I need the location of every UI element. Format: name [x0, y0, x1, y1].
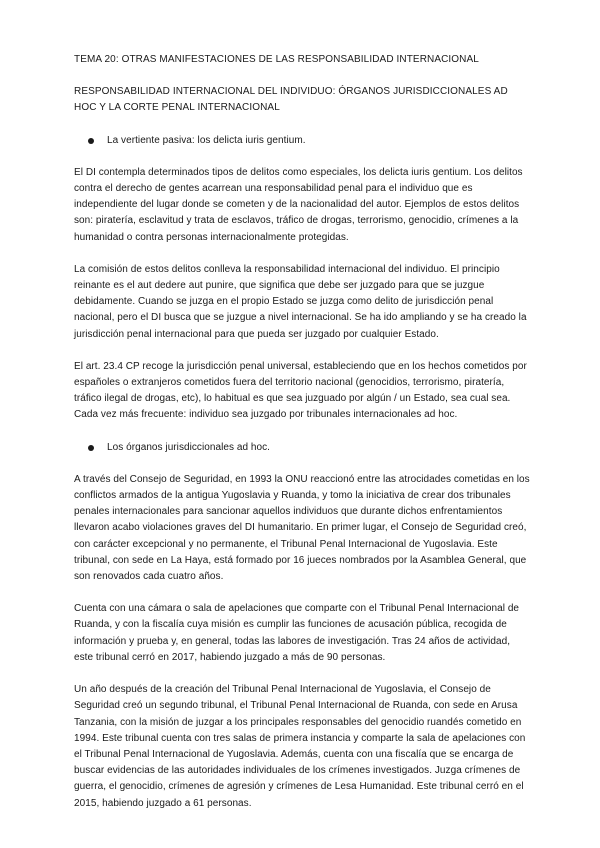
document-subtitle: RESPONSABILIDAD INTERNACIONAL DEL INDIVIDUO: ÓRGANOS JURISDICCIONALES AD HOC Y LA CORTE PENAL INTERNACIONAL: [74, 86, 508, 114]
paragraph: Un año después de la creación del Tribunal Penal Internacional de Yugoslavia, el Consejo de Seguridad creó un segundo tribunal, el Tribunal Penal Internacional de Ruanda, con sede en Arusa Tanzania, con la misión de juzgar a los principales responsables del genocidio ruandés cometido en 1994. Este tribunal cuenta con tres salas de primera instancia y comparte la sala de apelaciones con el Tribunal Penal Internacional de Yugoslavia. Además, cuenta con una fiscalía que se encarga de buscar evidencias de las autoridades individuales de los crímenes investigados. Juzga crímenes de guerra, el genocidio, crímenes de agresión y crímenes de Lesa Humanidad. Este tribunal cerró en el 2015, habiendo juzgado a 61 personas.: [74, 684, 526, 809]
paragraph: La comisión de estos delitos conlleva la responsabilidad internacional del individuo. El principio reinante es el aut dedere aut punire, que significa que debe ser juzgado para que se juzgue debidamente. Cuando se juzga en el propio Estado se juzga como delito de jurisdicción penal nacional, pero el DI busca que se juzgue a nivel internacional. Se ha ido ampliando y se ha creado la jurisdicción penal internacional para que pueda ser juzgado por cualquier Estado.: [74, 263, 527, 340]
bullet-text: La vertiente pasiva: los delicta iuris gentium.: [107, 134, 306, 146]
paragraph: A través del Consejo de Seguridad, en 1993 la ONU reaccionó entre las atrocidades cometidas en los conflictos armados de la antigua Yugoslavia y Ruanda, y tomo la iniciativa de crear dos tribunales penales internacionales para sancionar aquellos individuos que durante dichos enfrentamientos llevaron acabo violaciones graves del DI humanitario. En primer lugar, el Consejo de Seguridad creó, con carácter excepcional y no permanente, el Tribunal Penal Internacional de Yugoslavia. Este tribunal, con sede en La Haya, está formado por 16 jueces nombrados por la Asamblea General, que son renovados cada cuatro años.: [74, 473, 530, 583]
bullet-text: Los órganos jurisdiccionales ad hoc.: [107, 441, 271, 453]
paragraph: El DI contempla determinados tipos de delitos como especiales, los delicta iuris gentium. Los delitos contra el derecho de gentes acarrean una responsabilidad penal para el individuo que es independiente del lugar donde se cometen y de la nacionalidad del autor. Ejemplos de estos delitos son: piratería, esclavitud y trata de esclavos, tráfico de drogas, terrorismo, genocidio, crímenes a la humanidad o contra personas internacionalmente protegidas.: [74, 166, 523, 243]
bullet-dot-icon: [88, 138, 94, 144]
paragraph: El art. 23.4 CP recoge la jurisdicción penal universal, estableciendo que en los hechos cometidos por españoles o extranjeros cometidos fuera del territorio nacional (genocidios, terrorismo, piratería, tráfico ilegal de drogas, etc), lo habitual es que sea juzguado por algún / un Estado, sea cual sea. Cada vez más frecuente: individuo sea juzgado por tribunales internacionales ad hoc.: [74, 360, 527, 421]
bullet-item: [88, 133, 530, 149]
bullet-dot-icon: [88, 445, 94, 451]
bullet-item: [88, 440, 530, 456]
document-title: TEMA 20: OTRAS MANIFESTACIONES DE LAS RESPONSABILIDAD INTERNACIONAL: [74, 54, 479, 65]
paragraph: Cuenta con una cámara o sala de apelaciones que comparte con el Tribunal Penal Internacional de Ruanda, y con la fiscalía cuya misión es cumplir las funciones de acusación pública, recogida de información y prueba y, en general, todas las labores de investigación. Tras 24 años de actividad, este tribunal cerró en 2017, habiendo juzgado a más de 90 personas.: [74, 603, 520, 663]
